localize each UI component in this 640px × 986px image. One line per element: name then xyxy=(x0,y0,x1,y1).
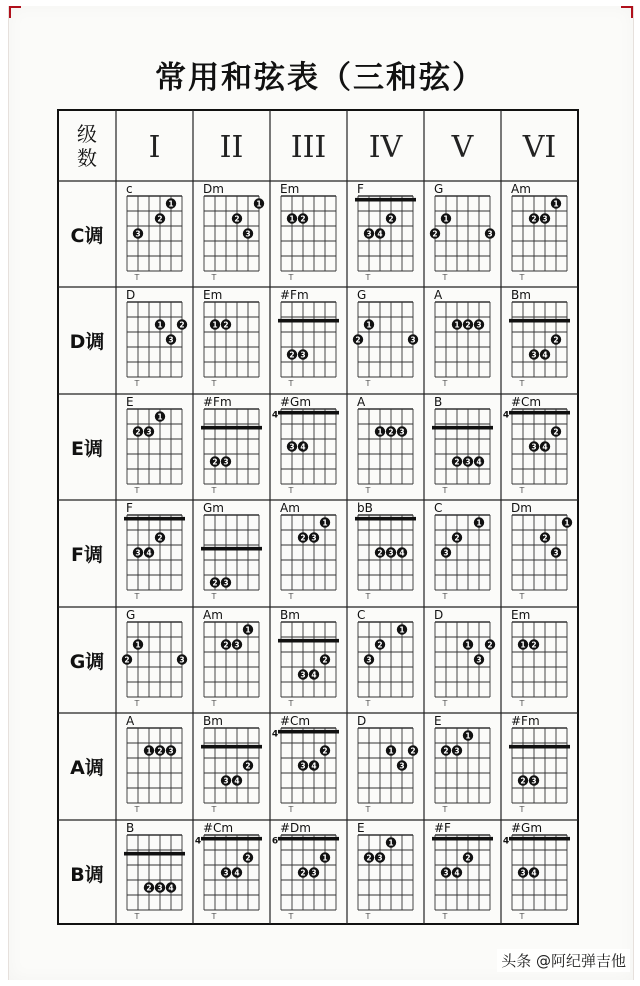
finger-number: 3 xyxy=(311,868,317,878)
chord-name: G xyxy=(357,288,367,302)
thumb-mark: T xyxy=(288,273,294,282)
finger-number: 2 xyxy=(322,655,328,665)
chord-name: Dm xyxy=(511,501,532,515)
thumb-mark: T xyxy=(134,912,140,921)
finger-number: 1 xyxy=(212,320,218,330)
finger-number: 2 xyxy=(454,533,460,543)
finger-number: 1 xyxy=(289,214,295,224)
thumb-mark: T xyxy=(365,379,371,388)
chord-name: #Fm xyxy=(203,395,232,409)
chord-name: Gm xyxy=(203,501,224,515)
finger-number: 2 xyxy=(223,640,229,650)
chord-name: #F xyxy=(434,821,451,835)
barre-bar xyxy=(124,517,185,521)
finger-number: 3 xyxy=(520,868,526,878)
key-label: C调 xyxy=(70,225,104,247)
finger-number: 4 xyxy=(399,548,405,558)
barre-bar xyxy=(278,639,339,643)
chord-name: #Dm xyxy=(280,821,311,835)
finger-number: 3 xyxy=(487,229,493,239)
finger-number: 4 xyxy=(300,442,306,452)
barre-bar xyxy=(201,547,262,551)
chord-name: B xyxy=(434,395,443,409)
finger-number: 3 xyxy=(311,533,317,543)
finger-number: 2 xyxy=(300,533,306,543)
finger-number: 2 xyxy=(157,533,163,543)
thumb-mark: T xyxy=(211,805,217,814)
chord-name: Em xyxy=(280,182,300,196)
barre-bar xyxy=(432,837,493,841)
finger-number: 2 xyxy=(135,427,141,437)
finger-number: 2 xyxy=(377,548,383,558)
finger-number: 3 xyxy=(223,457,229,467)
finger-number: 1 xyxy=(553,199,559,209)
thumb-mark: T xyxy=(288,805,294,814)
finger-number: 3 xyxy=(234,640,240,650)
chord-name: D xyxy=(126,288,136,302)
finger-number: 2 xyxy=(245,853,251,863)
finger-number: 2 xyxy=(465,853,471,863)
corner-label-top: 级 xyxy=(77,122,97,146)
barre-bar xyxy=(124,852,185,856)
degree-header: V xyxy=(451,130,474,165)
chord-name: #Fm xyxy=(280,288,309,302)
finger-number: 2 xyxy=(410,746,416,756)
chord-name: Am xyxy=(203,608,223,622)
chord-name: C xyxy=(434,501,443,515)
degree-header: I xyxy=(148,130,161,165)
finger-number: 3 xyxy=(377,853,383,863)
chord-name: Bm xyxy=(280,608,300,622)
thumb-mark: T xyxy=(134,273,140,282)
chord-name: A xyxy=(357,395,366,409)
finger-number: 1 xyxy=(135,640,141,650)
page-title: 常用和弦表（三和弦） xyxy=(155,60,485,96)
finger-number: 4 xyxy=(454,868,460,878)
barre-bar xyxy=(432,426,493,430)
finger-number: 4 xyxy=(531,868,537,878)
finger-number: 1 xyxy=(157,320,163,330)
thumb-mark: T xyxy=(211,486,217,495)
finger-number: 3 xyxy=(146,427,152,437)
chord-name: c xyxy=(126,182,133,196)
thumb-mark: T xyxy=(288,486,294,495)
finger-number: 2 xyxy=(289,350,295,360)
chord-name: #Cm xyxy=(280,714,311,728)
finger-number: 2 xyxy=(300,868,306,878)
finger-number: 2 xyxy=(487,640,493,650)
barre-bar xyxy=(278,837,339,841)
chord-name: B xyxy=(126,821,135,835)
finger-number: 3 xyxy=(366,655,372,665)
degree-header: IV xyxy=(368,130,403,165)
thumb-mark: T xyxy=(442,486,448,495)
finger-number: 3 xyxy=(300,761,306,771)
finger-number: 2 xyxy=(212,578,218,588)
finger-number: 2 xyxy=(520,776,526,786)
start-fret-number: 4 xyxy=(271,410,279,421)
barre-bar xyxy=(278,411,339,415)
thumb-mark: T xyxy=(211,273,217,282)
finger-number: 2 xyxy=(388,427,394,437)
finger-number: 1 xyxy=(168,199,174,209)
finger-number: 3 xyxy=(168,746,174,756)
finger-number: 2 xyxy=(179,320,185,330)
thumb-mark: T xyxy=(211,912,217,921)
degree-header: II xyxy=(219,130,244,165)
chord-name: Am xyxy=(511,182,531,196)
chord-name: D xyxy=(434,608,444,622)
finger-number: 3 xyxy=(465,457,471,467)
finger-number: 2 xyxy=(245,761,251,771)
finger-number: 1 xyxy=(465,731,471,741)
chord-name: Em xyxy=(203,288,223,302)
finger-number: 3 xyxy=(168,335,174,345)
thumb-mark: T xyxy=(442,273,448,282)
thumb-mark: T xyxy=(288,592,294,601)
finger-number: 1 xyxy=(256,199,262,209)
thumb-mark: T xyxy=(519,805,525,814)
finger-number: 3 xyxy=(542,214,548,224)
finger-number: 4 xyxy=(168,883,174,893)
finger-number: 3 xyxy=(553,548,559,558)
finger-number: 2 xyxy=(322,746,328,756)
chord-name: G xyxy=(126,608,136,622)
finger-number: 2 xyxy=(300,214,306,224)
finger-number: 3 xyxy=(289,442,295,452)
barre-bar xyxy=(509,837,570,841)
thumb-mark: T xyxy=(134,699,140,708)
finger-number: 1 xyxy=(399,625,405,635)
finger-number: 3 xyxy=(476,320,482,330)
chord-name: Dm xyxy=(203,182,224,196)
thumb-mark: T xyxy=(519,486,525,495)
finger-number: 2 xyxy=(157,214,163,224)
finger-number: 4 xyxy=(311,670,317,680)
thumb-mark: T xyxy=(211,592,217,601)
chord-name: #Fm xyxy=(511,714,540,728)
finger-number: 2 xyxy=(531,640,537,650)
finger-number: 3 xyxy=(366,229,372,239)
finger-number: 3 xyxy=(300,670,306,680)
thumb-mark: T xyxy=(519,699,525,708)
finger-number: 1 xyxy=(322,853,328,863)
finger-number: 3 xyxy=(157,883,163,893)
thumb-mark: T xyxy=(442,805,448,814)
finger-number: 4 xyxy=(377,229,383,239)
finger-number: 2 xyxy=(465,320,471,330)
finger-number: 1 xyxy=(377,427,383,437)
chord-name: Am xyxy=(280,501,300,515)
finger-number: 3 xyxy=(223,578,229,588)
thumb-mark: T xyxy=(134,805,140,814)
finger-number: 3 xyxy=(388,548,394,558)
finger-number: 1 xyxy=(322,518,328,528)
finger-number: 2 xyxy=(234,214,240,224)
chord-name: D xyxy=(357,714,367,728)
barre-bar xyxy=(509,411,570,415)
thumb-mark: T xyxy=(519,379,525,388)
finger-number: 1 xyxy=(388,838,394,848)
finger-number: 4 xyxy=(146,548,152,558)
thumb-mark: T xyxy=(442,912,448,921)
finger-number: 3 xyxy=(531,776,537,786)
finger-number: 3 xyxy=(443,868,449,878)
finger-number: 3 xyxy=(223,868,229,878)
finger-number: 4 xyxy=(542,350,548,360)
thumb-mark: T xyxy=(365,273,371,282)
finger-number: 1 xyxy=(245,625,251,635)
thumb-mark: T xyxy=(365,805,371,814)
finger-number: 3 xyxy=(454,746,460,756)
key-label: A调 xyxy=(70,757,104,779)
thumb-mark: T xyxy=(519,912,525,921)
finger-number: 1 xyxy=(388,746,394,756)
degree-header: III xyxy=(290,130,327,165)
finger-number: 1 xyxy=(146,746,152,756)
finger-number: 1 xyxy=(476,518,482,528)
chord-name: A xyxy=(434,288,443,302)
thumb-mark: T xyxy=(134,592,140,601)
key-label: B调 xyxy=(70,864,104,886)
finger-number: 2 xyxy=(388,214,394,224)
finger-number: 2 xyxy=(553,335,559,345)
finger-number: 3 xyxy=(135,229,141,239)
finger-number: 1 xyxy=(454,320,460,330)
thumb-mark: T xyxy=(365,486,371,495)
chord-name: #Cm xyxy=(203,821,234,835)
chord-name: bB xyxy=(357,501,373,515)
finger-number: 2 xyxy=(355,335,361,345)
finger-number: 4 xyxy=(476,457,482,467)
finger-number: 2 xyxy=(146,883,152,893)
chord-name: G xyxy=(434,182,444,196)
thumb-mark: T xyxy=(365,592,371,601)
finger-number: 2 xyxy=(212,457,218,467)
barre-bar xyxy=(201,426,262,430)
thumb-mark: T xyxy=(442,379,448,388)
finger-number: 3 xyxy=(399,761,405,771)
corner-label-bottom: 数 xyxy=(77,146,97,170)
chord-name: Em xyxy=(511,608,531,622)
finger-number: 2 xyxy=(377,640,383,650)
key-label: F调 xyxy=(71,544,103,566)
start-fret-number: 4 xyxy=(194,836,202,847)
finger-number: 1 xyxy=(157,412,163,422)
finger-number: 2 xyxy=(157,746,163,756)
finger-number: 2 xyxy=(366,853,372,863)
chord-name: #Gm xyxy=(511,821,543,835)
finger-number: 4 xyxy=(542,442,548,452)
finger-number: 1 xyxy=(564,518,570,528)
finger-number: 2 xyxy=(531,214,537,224)
chord-name: E xyxy=(126,395,134,409)
finger-number: 3 xyxy=(476,655,482,665)
finger-number: 2 xyxy=(553,427,559,437)
finger-number: 1 xyxy=(465,640,471,650)
thumb-mark: T xyxy=(134,486,140,495)
finger-number: 3 xyxy=(135,548,141,558)
finger-number: 3 xyxy=(443,548,449,558)
finger-number: 1 xyxy=(443,214,449,224)
thumb-mark: T xyxy=(442,592,448,601)
start-fret-number: 4 xyxy=(271,729,279,740)
chord-name: E xyxy=(357,821,365,835)
finger-number: 1 xyxy=(520,640,526,650)
chord-name: C xyxy=(357,608,366,622)
chord-name: A xyxy=(126,714,135,728)
start-fret-number: 4 xyxy=(502,836,510,847)
barre-bar xyxy=(355,198,416,202)
finger-number: 3 xyxy=(179,655,185,665)
chord-name: F xyxy=(357,182,364,196)
finger-number: 2 xyxy=(542,533,548,543)
finger-number: 4 xyxy=(311,761,317,771)
finger-number: 2 xyxy=(454,457,460,467)
key-label: E调 xyxy=(71,438,103,460)
degree-header: VI xyxy=(522,130,557,165)
barre-bar xyxy=(201,745,262,749)
finger-number: 4 xyxy=(234,776,240,786)
finger-number: 3 xyxy=(245,229,251,239)
chord-name: Bm xyxy=(203,714,223,728)
chord-name: E xyxy=(434,714,442,728)
barre-bar xyxy=(355,517,416,521)
thumb-mark: T xyxy=(519,592,525,601)
thumb-mark: T xyxy=(211,699,217,708)
finger-number: 2 xyxy=(443,746,449,756)
barre-bar xyxy=(278,730,339,734)
thumb-mark: T xyxy=(288,912,294,921)
watermark: 头条 @阿纪弹吉他 xyxy=(497,949,630,972)
finger-number: 3 xyxy=(223,776,229,786)
chord-name: #Cm xyxy=(511,395,542,409)
thumb-mark: T xyxy=(288,699,294,708)
thumb-mark: T xyxy=(365,912,371,921)
thumb-mark: T xyxy=(365,699,371,708)
key-label: G调 xyxy=(69,651,105,673)
finger-number: 4 xyxy=(234,868,240,878)
start-fret-number: 4 xyxy=(502,410,510,421)
barre-bar xyxy=(201,837,262,841)
barre-bar xyxy=(509,745,570,749)
finger-number: 2 xyxy=(124,655,130,665)
chord-name: F xyxy=(126,501,133,515)
thumb-mark: T xyxy=(211,379,217,388)
finger-number: 2 xyxy=(223,320,229,330)
barre-bar xyxy=(278,319,339,323)
chord-name: Bm xyxy=(511,288,531,302)
finger-number: 3 xyxy=(399,427,405,437)
barre-bar xyxy=(509,319,570,323)
finger-number: 3 xyxy=(410,335,416,345)
chord-name: #Gm xyxy=(280,395,312,409)
thumb-mark: T xyxy=(519,273,525,282)
thumb-mark: T xyxy=(442,699,448,708)
finger-number: 2 xyxy=(432,229,438,239)
finger-number: 3 xyxy=(531,442,537,452)
finger-number: 1 xyxy=(366,320,372,330)
thumb-mark: T xyxy=(134,379,140,388)
finger-number: 3 xyxy=(300,350,306,360)
finger-number: 3 xyxy=(531,350,537,360)
start-fret-number: 6 xyxy=(271,836,279,847)
key-label: D调 xyxy=(69,331,105,353)
thumb-mark: T xyxy=(288,379,294,388)
